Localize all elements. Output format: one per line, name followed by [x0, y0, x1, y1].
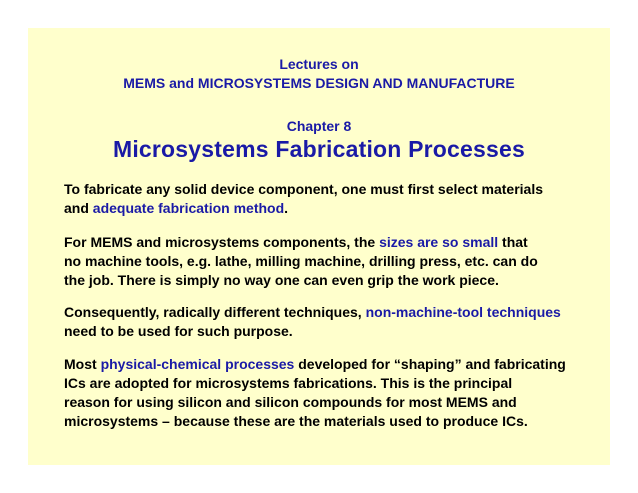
text-run: Most: [64, 356, 101, 372]
page-title: Microsystems Fabrication Processes: [112, 136, 526, 162]
paragraph-4: [64, 355, 604, 431]
text-run: that: [498, 234, 528, 250]
lecture-heading-line1: Lectures on: [279, 56, 359, 72]
paragraph-4-line-3: reason for using silicon and silicon compounds for most MEMS and: [64, 394, 517, 410]
paragraph-2-line-1: [64, 233, 604, 252]
slide: [28, 28, 610, 465]
paragraph-2-line-2: no machine tools, e.g. lathe, milling machine, drilling press, etc. can do: [64, 253, 538, 269]
highlight-physical-chemical-processes: physical-chemical processes: [100, 356, 295, 372]
paragraph-1-line-2: [64, 199, 604, 218]
paragraph-2-line-3: the job. There is simply no way one can even grip the work piece.: [64, 272, 499, 288]
lecture-heading-line2: MEMS and MICROSYSTEMS DESIGN AND MANUFACTURE: [123, 75, 515, 91]
paragraph-4-line-4: microsystems – because these are the materials used to produce ICs.: [64, 413, 528, 429]
paragraph-3-line-1: [64, 303, 604, 322]
text-run: and: [64, 200, 93, 216]
paragraph-4-line-1: [64, 355, 604, 374]
text-run: .: [284, 200, 289, 216]
chapter-label: Chapter 8: [286, 118, 352, 134]
highlight-sizes-are-so-small: sizes are so small: [379, 234, 499, 250]
paragraph-3: [64, 303, 604, 341]
text-run: developed for “shaping” and fabricating: [294, 356, 566, 372]
paragraph-3-line-2: need to be used for such purpose.: [64, 323, 293, 339]
text-run: For MEMS and microsystems components, the: [64, 234, 380, 250]
highlight-adequate-fabrication-method: adequate fabrication method: [92, 200, 285, 216]
highlight-non-machine-tool-techniques: non-machine-tool techniques: [365, 304, 561, 320]
paragraph-4-line-2: ICs are adopted for microsystems fabrications. This is the principal: [64, 375, 513, 391]
paragraph-2: [64, 233, 604, 290]
paragraph-1: [64, 180, 604, 218]
paragraph-1-line-1: To fabricate any solid device component, one must first select materials: [64, 181, 543, 197]
text-run: Consequently, radically different techniques,: [64, 304, 366, 320]
